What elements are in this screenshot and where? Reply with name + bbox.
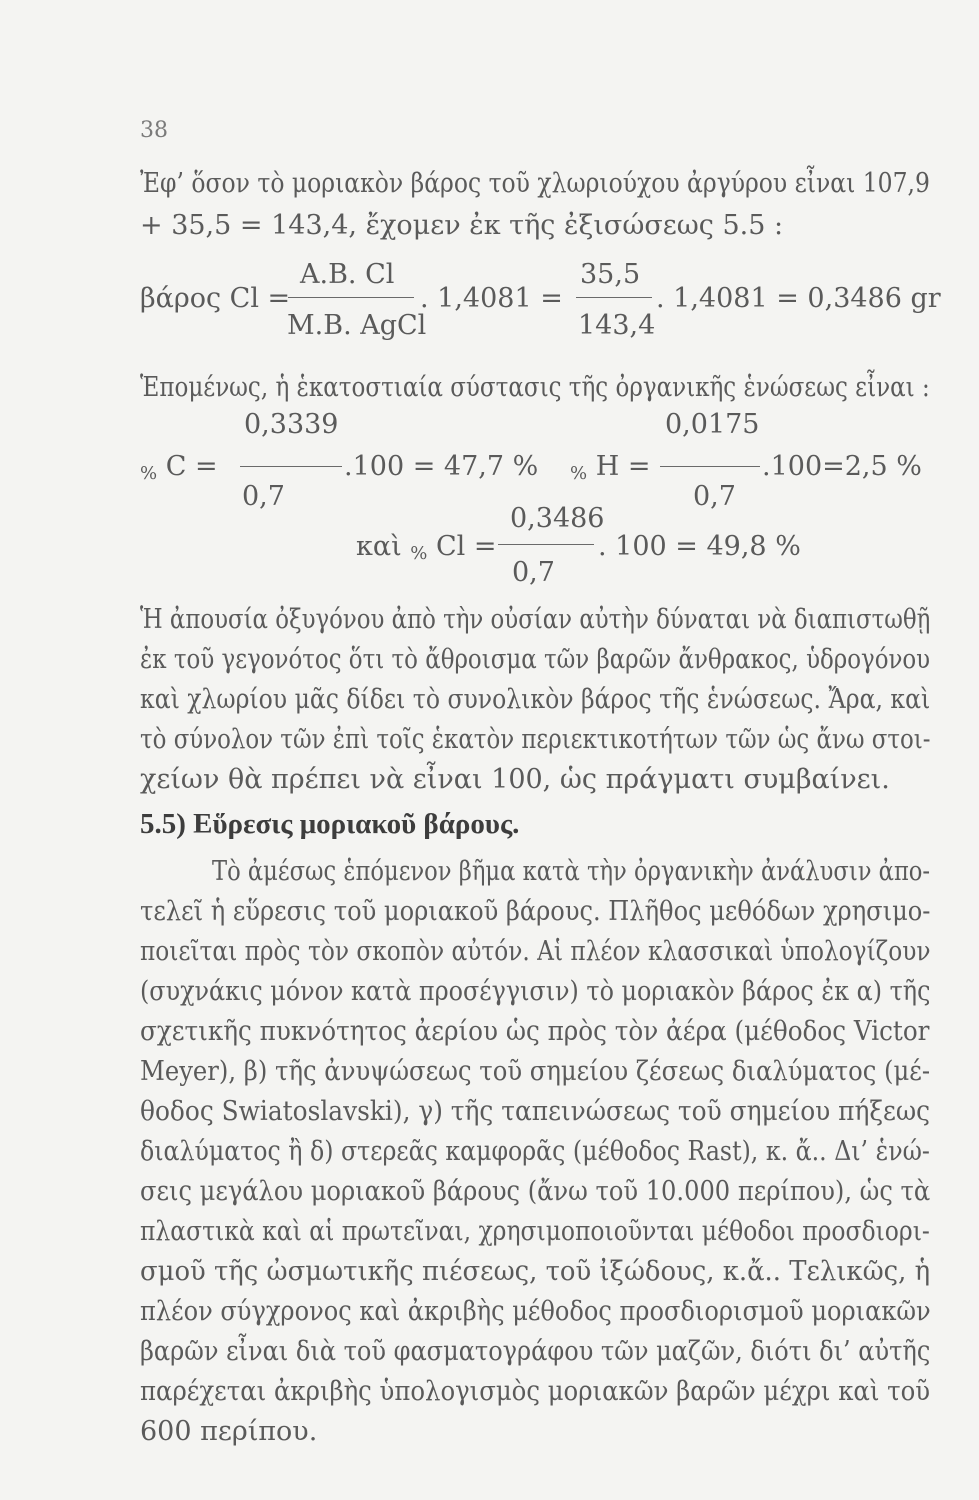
text-line: διαλύματος ἢ δ) στερεᾶς καμφορᾶς (μέθοδος Rast), κ. ἄ.. Δι’ ἑνώ-: [140, 1136, 930, 1167]
text-line: τελεῖ ἡ εὕρεσις τοῦ μοριακοῦ βάρους. Πλῆθος μεθόδων χρησιμο-: [140, 896, 931, 927]
text-line: πλέον σύγχρονος καὶ ἀκριβὴς μέθοδος προσδιορισμοῦ μοριακῶν: [140, 1296, 931, 1327]
eq1-lhs: βάρος Cl =: [140, 283, 291, 314]
text-line: Ἡ ἀπουσία ὀξυγόνου ἀπὸ τὴν οὐσίαν αὐτὴν δύναται νὰ διαπιστωθῇ: [140, 604, 931, 635]
percent-sign: %: [410, 543, 428, 564]
eq3-denominator: 0,7: [512, 557, 555, 588]
text-line: Meyer), β) τῆς ἀνυψώσεως τοῦ σημείου ζέσεως διαλύματος (μέ-: [140, 1056, 931, 1087]
eq2-h-label: H =: [595, 451, 651, 482]
text-line: θοδος Swiatoslavski), γ) τῆς ταπεινώσεως τοῦ σημείου πήξεως: [140, 1096, 931, 1127]
eq1-denominator-1: M.B. AgCl: [287, 310, 427, 341]
text-line: + 35,5 = 143,4, ἔχομεν ἐκ τῆς ἐξισώσεως 5.5 :: [140, 210, 784, 241]
text-line: χείων θὰ πρέπει νὰ εἶναι 100, ὡς πράγματι συμβαίνει.: [140, 764, 890, 795]
text-line: (συχνάκις μόνον κατὰ προσέγγισιν) τὸ μοριακὸν βάρος ἐκ α) τῆς: [140, 976, 931, 1007]
text-line: καὶ χλωρίου μᾶς δίδει τὸ συνολικὸν βάρος τῆς ἑνώσεως. Ἄρα, καὶ: [140, 684, 931, 715]
eq3-result: . 100 = 49,8 %: [598, 531, 801, 562]
text-line: παρέχεται ἀκριβὴς ὑπολογισμὸς μοριακῶν βαρῶν μέχρι καὶ τοῦ: [140, 1376, 931, 1407]
eq3-fraction-bar: [498, 544, 594, 545]
text-line: σεις μεγάλου μοριακοῦ βάρους (ἄνω τοῦ 10.000 περίπου), ὡς τὰ: [140, 1176, 931, 1207]
percent-sign: %: [140, 463, 158, 484]
eq2-h-result: .100=2,5 %: [762, 451, 922, 482]
eq1-numerator-1: A.B. Cl: [300, 259, 395, 290]
eq2-c-label: C =: [165, 451, 218, 482]
eq1-numerator-2: 35,5: [580, 259, 641, 290]
eq2-h-fraction-bar: [660, 466, 760, 467]
text-line: 600 περίπου.: [140, 1416, 318, 1447]
text-line: Τὸ ἀμέσως ἑπόμενον βῆμα κατὰ τὴν ὀργανικὴν ἀνάλυσιν ἀπο-: [212, 856, 931, 887]
eq3-numerator: 0,3486: [510, 503, 605, 534]
text-line: τὸ σύνολον τῶν ἐπὶ τοῖς ἑκατὸν περιεκτικοτήτων τῶν ὡς ἄνω στοι-: [140, 724, 931, 755]
text-line: Ἑπομένως, ἡ ἑκατοστιαία σύστασις τῆς ὀργανικῆς ἑνώσεως εἶναι :: [140, 372, 930, 403]
text-line: ἐκ τοῦ γεγονότος ὅτι τὸ ἄθροισμα τῶν βαρῶν ἄνθρακος, ὑδρογόνου: [140, 644, 931, 675]
eq1-denominator-2: 143,4: [578, 310, 656, 341]
text-line: Ἐφ’ ὅσον τὸ μοριακὸν βάρος τοῦ χλωριούχου ἀργύρου εἶναι 107,9: [140, 168, 930, 199]
eq3-prefix: καὶ: [356, 531, 402, 562]
text-line: πλαστικὰ καὶ αἱ πρωτεῖναι, χρησιμοποιοῦνται μέθοδοι προσδιορι-: [140, 1216, 930, 1247]
eq1-multiplier-1: . 1,4081 =: [420, 283, 563, 314]
eq1-fraction-bar-2: [576, 297, 652, 298]
eq1-fraction-bar-1: [288, 297, 414, 298]
eq2-h-denominator: 0,7: [693, 481, 736, 512]
text-line: σμοῦ τῆς ὠσμωτικῆς πιέσεως, τοῦ ἰξώδους, κ.ἄ.. Τελικῶς, ἡ: [140, 1256, 931, 1287]
text-line: βαρῶν εἶναι διὰ τοῦ φασματογράφου τῶν μαζῶν, διότι δι’ αὐτῆς: [140, 1336, 931, 1367]
eq2-c-fraction-bar: [240, 466, 342, 467]
percent-sign: %: [570, 463, 588, 484]
text-line: ποιεῖται πρὸς τὸν σκοπὸν αὐτόν. Αἱ πλέον κλασσικαὶ ὑπολογίζουν: [140, 936, 931, 967]
eq2-h-numerator: 0,0175: [665, 409, 760, 440]
eq2-c-numerator: 0,3339: [244, 409, 339, 440]
text-line: σχετικῆς πυκνότητος ἀερίου ὡς πρὸς τὸν ἀέρα (μέθοδος Victor: [140, 1016, 930, 1047]
eq3-cl-label: Cl =: [436, 531, 497, 562]
page-number: 38: [140, 118, 168, 143]
eq2-c-result: .100 = 47,7 %: [344, 451, 539, 482]
section-heading: 5.5) Εὕρεσις μοριακοῦ βάρους.: [140, 808, 520, 840]
eq2-c-denominator: 0,7: [242, 481, 285, 512]
eq1-result: . 1,4081 = 0,3486 gr: [656, 283, 941, 314]
